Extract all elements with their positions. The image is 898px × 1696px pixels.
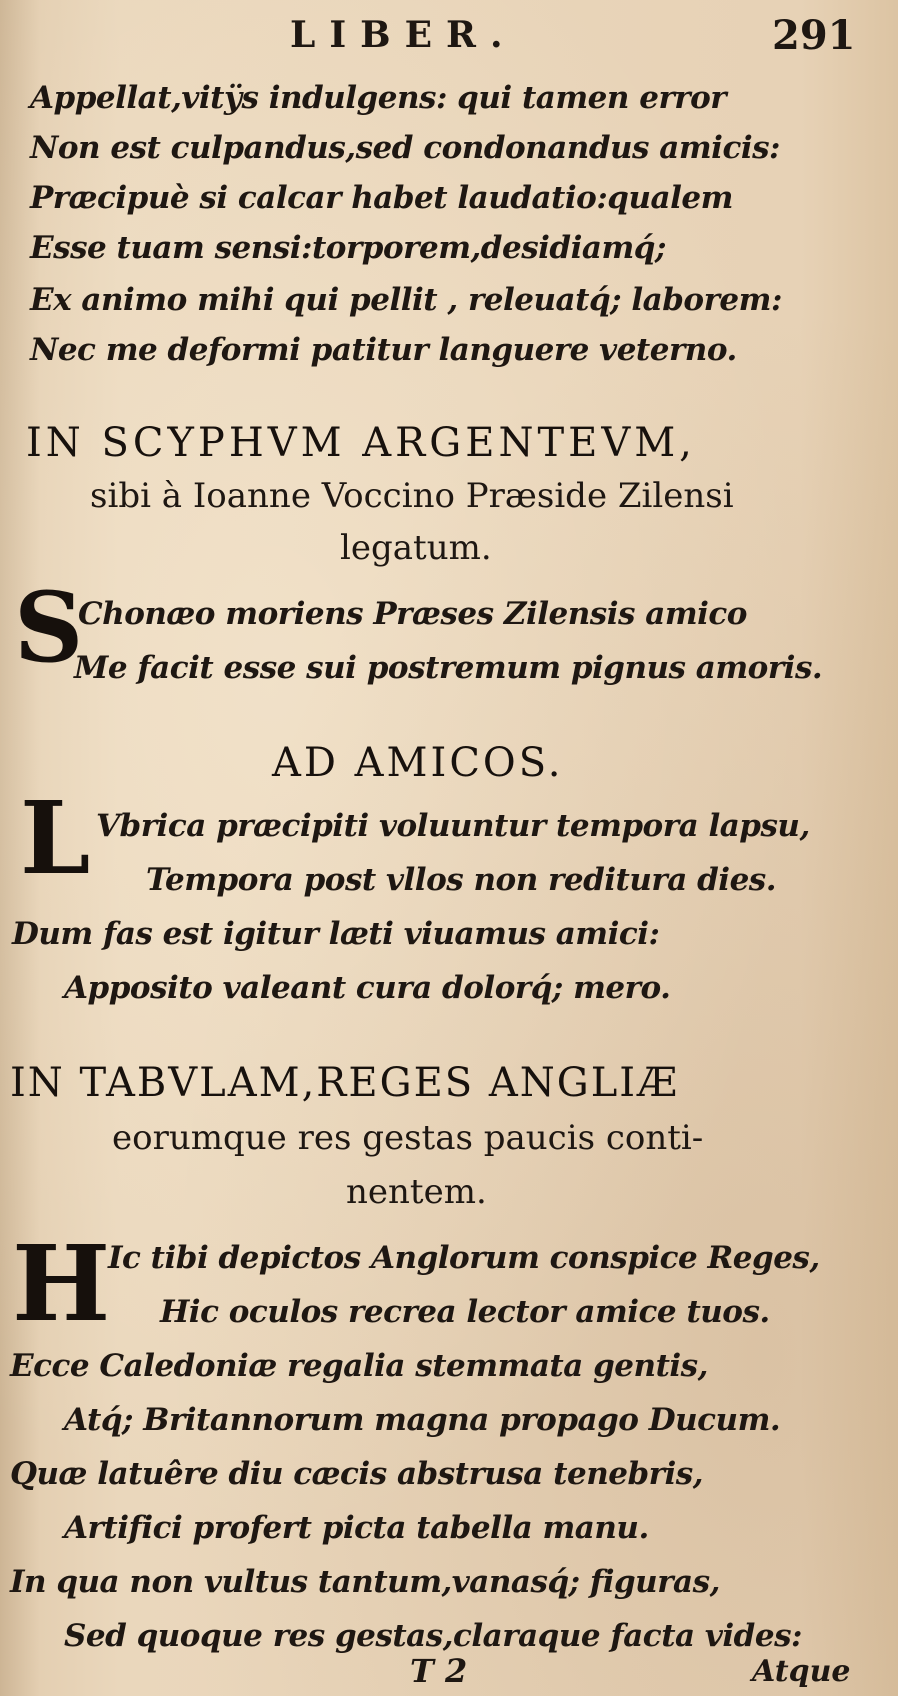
verse-line: Appellat,vitÿs indulgens: qui tamen error xyxy=(30,80,727,116)
verse-line: Vbrica præcipiti voluuntur tempora lapsu, xyxy=(96,808,810,844)
drop-cap: L xyxy=(20,779,91,897)
verse-line: Sed quoque res gestas,claraque facta vides: xyxy=(64,1618,802,1654)
verse-line: In qua non vultus tantum,vanasq́; figuras, xyxy=(10,1564,720,1600)
verse-line: Præcipuè si calcar habet laudatio:qualem xyxy=(30,180,733,216)
poem-subtitle: nentem. xyxy=(346,1172,487,1212)
verse-line: Chonæo moriens Præses Zilensis amico xyxy=(78,596,747,632)
verse-line: Tempora post vllos non reditura dies. xyxy=(146,862,777,898)
catchword: Atque xyxy=(752,1654,851,1689)
verse-line: Esse tuam sensi:torporem,desidiamq́; xyxy=(30,230,666,266)
verse-line: Hic oculos recrea lector amice tuos. xyxy=(160,1294,770,1330)
poem-title: IN SCYPHVM ARGENTEVM, xyxy=(26,420,696,466)
page-number: 291 xyxy=(772,12,856,59)
signature-mark: T 2 xyxy=(410,1652,468,1690)
drop-cap: H xyxy=(12,1222,111,1345)
poem-subtitle: eorumque res gestas paucis conti- xyxy=(112,1118,704,1158)
verse-line: Me facit esse sui postremum pignus amoris. xyxy=(74,650,823,686)
drop-cap: S xyxy=(14,571,84,684)
verse-line: Ecce Caledoniæ regalia stemmata gentis, xyxy=(10,1348,708,1384)
poem-subtitle: sibi à Ioanne Voccino Præside Zilensi xyxy=(90,476,734,516)
verse-line: Nec me deformi patitur languere veterno. xyxy=(30,332,737,368)
poem-title: AD AMICOS. xyxy=(272,740,564,786)
verse-line: Ic tibi depictos Anglorum conspice Reges, xyxy=(108,1240,820,1276)
poem-title: IN TABVLAM,REGES ANGLIÆ xyxy=(10,1060,680,1106)
verse-line: Atq́; Britannorum magna propago Ducum. xyxy=(64,1402,781,1438)
verse-line: Artifici profert picta tabella manu. xyxy=(64,1510,649,1546)
poem-subtitle: legatum. xyxy=(340,528,492,568)
running-title: LIBER. xyxy=(290,14,517,56)
verse-line: Quæ latuêre diu cæcis abstrusa tenebris, xyxy=(10,1456,704,1492)
verse-line: Non est culpandus,sed condonandus amicis: xyxy=(30,130,781,166)
verse-line: Ex animo mihi qui pellit , releuatq́; laborem: xyxy=(30,282,782,318)
verse-line: Dum fas est igitur læti viuamus amici: xyxy=(12,916,660,952)
verse-line: Apposito valeant cura dolorq́; mero. xyxy=(64,970,671,1006)
